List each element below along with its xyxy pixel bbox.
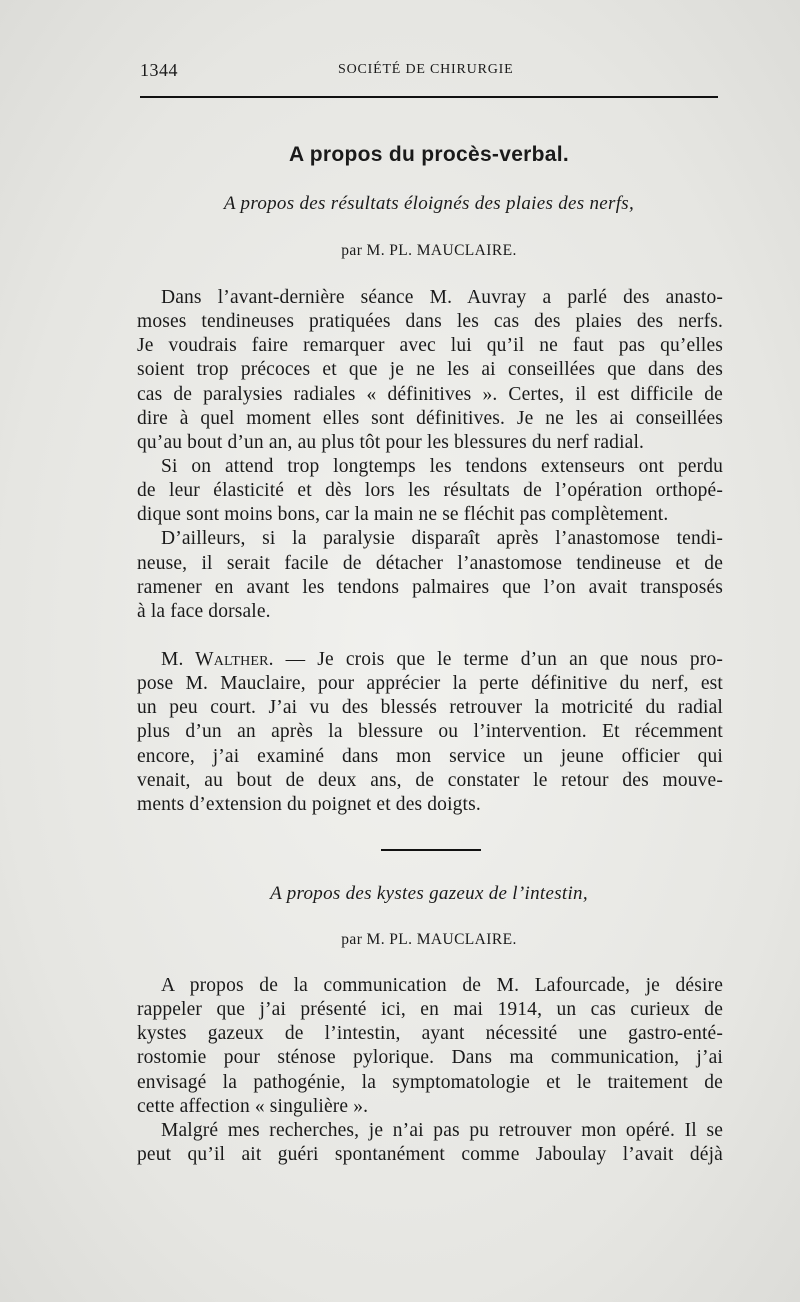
- text-line: dire à quel moment elles sont définitives. Je ne les ai conseillées: [137, 407, 723, 429]
- text-line: Malgré mes recherches, je n’ai pas pu retrouver mon opéré. Il se: [161, 1119, 723, 1141]
- text-line: moses tendineuses pratiquées dans les cas des plaies des nerfs.: [137, 311, 723, 333]
- text-line: un peu court. J’ai vu des blessés retrouver la motricité du radial: [137, 697, 723, 719]
- text-line: qu’au bout d’un an, au plus tôt pour les blessures du nerf radial.: [137, 431, 645, 453]
- article-byline: par M. PL. MAUCLAIRE.: [341, 242, 517, 259]
- text-line: [137, 648, 723, 672]
- discussion-body: [137, 648, 723, 817]
- text-line: soient trop précoces et que je ne les ai conseillées que dans des: [137, 359, 723, 381]
- text-line: rappeler que j’ai présenté ici, en mai 1914, un cas curieux de: [137, 999, 723, 1021]
- text-line: de leur élasticité et dès lors les résultats de l’opération orthopé-: [137, 480, 723, 502]
- page-header: [140, 60, 720, 84]
- text-line: cas de paralysies radiales « définitives ». Certes, il est difficile de: [137, 383, 723, 405]
- section-separator: [381, 849, 481, 851]
- header-rule: [140, 96, 718, 98]
- text-line: Si on attend trop longtemps les tendons extenseurs ont perdu: [161, 455, 723, 477]
- text-line: plus d’un an après la blessure ou l’intervention. Et récemment: [137, 721, 723, 743]
- text-line: kystes gazeux de l’intestin, ayant nécessité une gastro-enté-: [137, 1023, 723, 1045]
- text-line: cette affection « singulière ».: [137, 1095, 369, 1117]
- text-line: Je voudrais faire remarquer avec lui qu’il ne faut pas qu’elles: [137, 335, 723, 357]
- text-line: D’ailleurs, si la paralysie disparaît après l’anastomose tendi-: [161, 528, 723, 550]
- text-line: A propos de la communication de M. Lafourcade, je désire: [161, 975, 723, 996]
- text-line: rostomie pour sténose pylorique. Dans ma communication, j’ai: [137, 1047, 723, 1069]
- article-subtitle: A propos des kystes gazeux de l’intestin,: [270, 883, 588, 904]
- article-subtitle: A propos des résultats éloignés des plaies des nerfs,: [223, 193, 635, 214]
- text-line: pose M. Mauclaire, pour apprécier la perte définitive du nerf, est: [137, 673, 723, 695]
- text-line: ments d’extension du poignet et des doigts.: [137, 793, 481, 815]
- speaker-name: M. Walther.: [161, 649, 274, 670]
- text-line: Dans l’avant-dernière séance M. Auvray a parlé des anasto-: [161, 287, 723, 308]
- text-line: dique sont moins bons, car la main ne se fléchit pas complètement.: [137, 504, 669, 526]
- section-title: A propos du procès-verbal.: [288, 143, 570, 166]
- running-head: SOCIÉTÉ DE CHIRURGIE: [338, 62, 514, 77]
- text-line: venait, au bout de deux ans, de constater le retour des mouve-: [137, 769, 723, 791]
- page-number: 1344: [140, 60, 178, 80]
- article-body: [137, 286, 723, 624]
- text-line: neuse, il serait facile de détacher l’anastomose tendineuse et de: [137, 552, 723, 574]
- text-line: ramener en avant les tendons palmaires que l’on avait transposés: [137, 576, 723, 598]
- text-line: encore, j’ai examiné dans mon service un jeune officier qui: [137, 745, 723, 767]
- article-byline: par M. PL. MAUCLAIRE.: [341, 931, 517, 948]
- article-body: [137, 974, 723, 1167]
- text-line: envisagé la pathogénie, la symptomatologie et le traitement de: [137, 1071, 723, 1093]
- text-line: à la face dorsale.: [137, 600, 271, 622]
- speaker-text: — Je crois que le terme d’un an que nous pro-: [273, 649, 723, 670]
- text-line: peut qu’il ait guéri spontanément comme Jaboulay l’avait déjà: [137, 1143, 723, 1165]
